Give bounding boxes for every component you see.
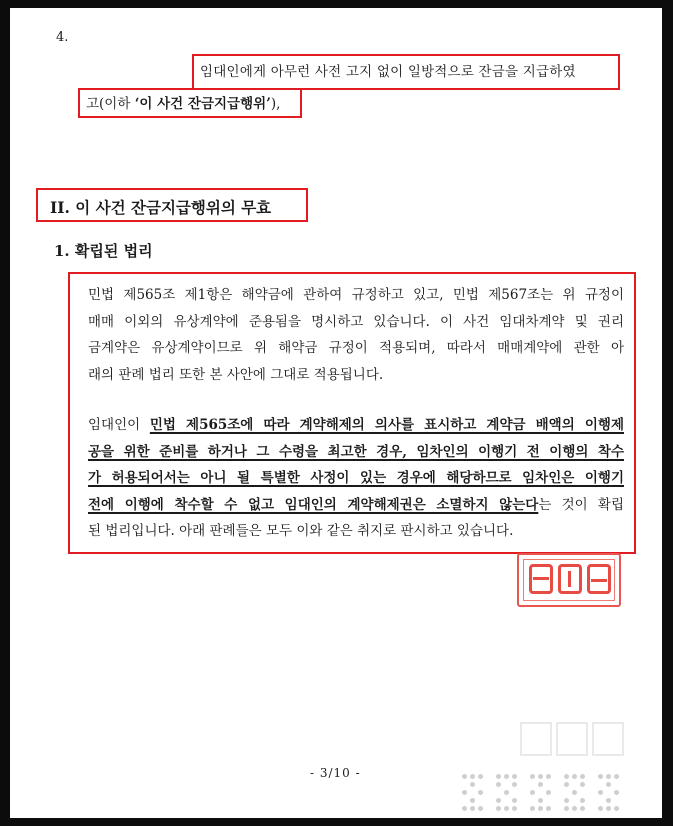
watermark-dot bbox=[564, 806, 569, 811]
intro-line-1: 임대인에게 아무런 사전 고지 없이 일방적으로 잔금을 지급하였 bbox=[200, 64, 576, 80]
watermark-dot bbox=[496, 806, 501, 811]
watermark-dot bbox=[512, 806, 517, 811]
watermark-dot bbox=[530, 806, 535, 811]
page-number: - 3/10 - bbox=[310, 766, 361, 780]
watermark-dot bbox=[470, 774, 475, 779]
seal-stroke bbox=[533, 577, 549, 580]
document-page bbox=[10, 8, 662, 818]
watermark-dot bbox=[606, 774, 611, 779]
watermark-dot bbox=[504, 774, 509, 779]
watermark-dot bbox=[478, 790, 483, 795]
watermark-dot bbox=[546, 774, 551, 779]
watermark-dot bbox=[564, 774, 569, 779]
underlined-holding: 전에 이행에 착수할 수 없고 임대인의 계약해제권은 소멸하지 않는다 bbox=[88, 496, 539, 513]
subsection-heading: 1. 확립된 법리 bbox=[54, 242, 153, 260]
paragraph-2-line bbox=[88, 439, 624, 466]
paragraph-1-line: 민법 제565조 제1항은 해약금에 관하여 규정하고 있고, 민법 제567조는 위 규정이 bbox=[88, 287, 624, 303]
watermark-dot bbox=[572, 790, 577, 795]
watermark-dot bbox=[512, 782, 517, 787]
paragraph-1-line: 래의 판례 법리 또한 본 사안에 그대로 적용됩니다. bbox=[88, 366, 384, 383]
watermark-dot bbox=[504, 790, 509, 795]
paragraph-2-line bbox=[88, 518, 624, 545]
watermark-dot bbox=[538, 806, 543, 811]
watermark-dot bbox=[614, 790, 619, 795]
watermark-dot bbox=[580, 806, 585, 811]
watermark-dot bbox=[530, 790, 535, 795]
watermark-dot bbox=[546, 790, 551, 795]
watermark-dot bbox=[572, 774, 577, 779]
intro-line-2-prefix: 고(이하 bbox=[86, 96, 135, 112]
watermark-dot bbox=[606, 798, 611, 803]
watermark-dot bbox=[462, 790, 467, 795]
paragraph-2-line bbox=[88, 492, 624, 519]
seal-stroke bbox=[568, 571, 571, 587]
underlined-holding: 공을 위한 준비를 하거나 그 수령을 최고한 경우, 임차인의 이행기 전 이행의 착수 bbox=[88, 443, 624, 460]
watermark-dot bbox=[580, 782, 585, 787]
underlined-holding: 민법 제565조에 따라 계약해제의 의사를 표시하고 계약금 배액의 이행제 bbox=[149, 417, 624, 433]
paragraph-2-text: 임대인이 bbox=[88, 417, 150, 433]
seal-stamp bbox=[517, 553, 621, 607]
section-heading: II. 이 사건 잔금지급행위의 무효 bbox=[50, 198, 272, 217]
watermark-dot bbox=[504, 806, 509, 811]
watermark-dot bbox=[580, 798, 585, 803]
intro-line-2 bbox=[86, 92, 280, 112]
watermark-dot bbox=[564, 798, 569, 803]
paragraph-2-text: 된 법리입니다. 아래 판례들은 모두 이와 같은 취지로 판시하고 있습니다. bbox=[88, 523, 514, 539]
faint-watermark bbox=[516, 712, 626, 762]
paragraph-2-text: 는 것이 확립 bbox=[538, 496, 624, 513]
watermark-dot bbox=[606, 782, 611, 787]
paragraph-1 bbox=[88, 282, 624, 388]
watermark-dot bbox=[606, 806, 611, 811]
watermark-dot bbox=[538, 774, 543, 779]
watermark-dot bbox=[614, 774, 619, 779]
paragraph-2 bbox=[88, 412, 624, 545]
intro-line-2-suffix: ), bbox=[270, 96, 281, 112]
watermark-dot bbox=[564, 782, 569, 787]
watermark-dot bbox=[538, 782, 543, 787]
watermark-dot bbox=[478, 774, 483, 779]
watermark-dot bbox=[496, 774, 501, 779]
watermark-dot bbox=[470, 798, 475, 803]
item-number: 4. bbox=[56, 30, 69, 45]
watermark-dot bbox=[462, 806, 467, 811]
watermark-dot bbox=[462, 774, 467, 779]
watermark-dot bbox=[546, 806, 551, 811]
watermark-dot bbox=[470, 806, 475, 811]
watermark-dot bbox=[512, 774, 517, 779]
defined-term: ‘이 사건 잔금지급행위’ bbox=[134, 96, 271, 112]
watermark-dot bbox=[614, 806, 619, 811]
dot-watermark bbox=[462, 774, 630, 814]
seal-stroke bbox=[591, 579, 607, 582]
paragraph-2-line bbox=[88, 412, 624, 439]
watermark-dot bbox=[470, 782, 475, 787]
watermark-dot bbox=[530, 774, 535, 779]
paragraph-1-line: 금계약은 유상계약이므로 위 해약금 규정이 적용되며, 따라서 매매계약에 관한 아 bbox=[88, 340, 624, 356]
paragraph-1-line: 매매 이외의 유상계약에 준용됨을 명시하고 있습니다. 이 사건 임대차계약 및 권리 bbox=[88, 313, 624, 330]
watermark-dot bbox=[598, 774, 603, 779]
watermark-dot bbox=[478, 806, 483, 811]
watermark-dot bbox=[496, 782, 501, 787]
watermark-dot bbox=[538, 798, 543, 803]
watermark-dot bbox=[580, 774, 585, 779]
watermark-dot bbox=[598, 806, 603, 811]
watermark-dot bbox=[598, 790, 603, 795]
watermark-dot bbox=[496, 798, 501, 803]
watermark-dot bbox=[572, 806, 577, 811]
paragraph-2-line bbox=[88, 465, 624, 492]
underlined-holding: 가 허용되어서는 아니 될 특별한 사정이 있는 경우에 해당하므로 임차인은 이행기 bbox=[88, 470, 624, 486]
watermark-dot bbox=[512, 798, 517, 803]
